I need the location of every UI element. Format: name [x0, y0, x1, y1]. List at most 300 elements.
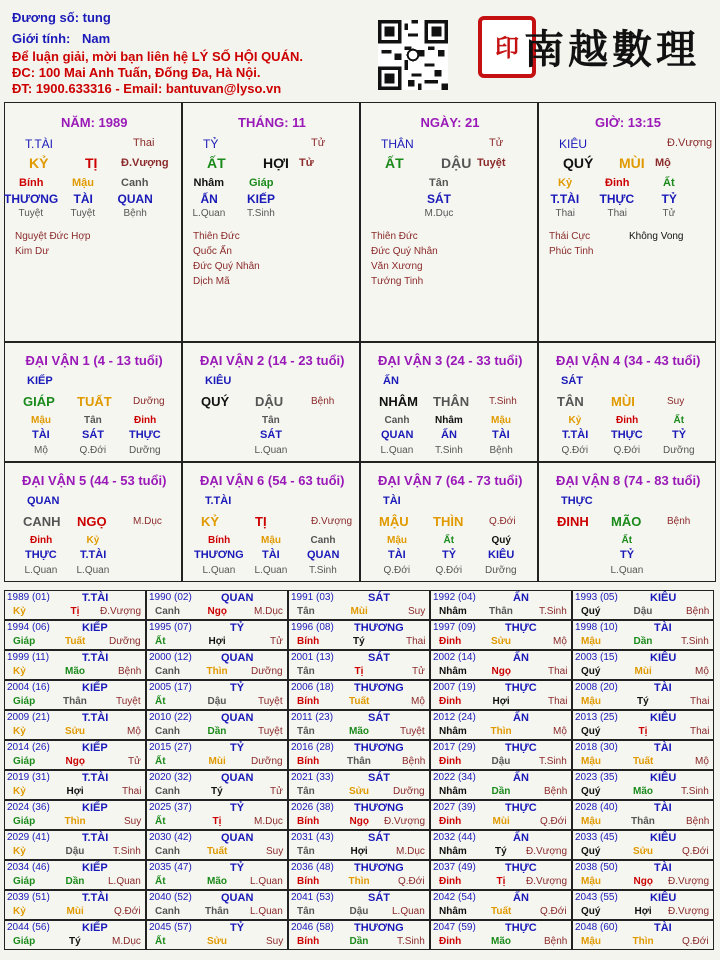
pillar-title: NĂM: 1989	[61, 115, 128, 130]
dai-van-stem: ĐINH	[557, 514, 589, 529]
year-branch: Sửu	[65, 726, 86, 737]
year-label: 2004 (16)	[7, 682, 50, 693]
dai-van-hidden-star: T.TÀI	[562, 429, 589, 441]
year-cell[interactable]	[4, 590, 146, 620]
dai-van-hidden-stem: Mậu	[387, 535, 407, 546]
year-star: TÀI	[654, 922, 672, 934]
year-star: KIẾP	[82, 922, 108, 934]
year-star: KIÊU	[650, 892, 677, 904]
year-cell[interactable]	[4, 920, 146, 950]
year-label: 2000 (12)	[149, 652, 192, 663]
year-stage: M.Dục	[396, 846, 425, 857]
year-cell[interactable]	[430, 860, 572, 890]
year-label: 2032 (44)	[433, 832, 476, 843]
year-star: SÁT	[368, 892, 390, 904]
year-label: 2029 (41)	[7, 832, 50, 843]
pillar-note: Thiên Đức	[371, 231, 418, 242]
year-branch: Dần	[349, 936, 369, 947]
year-stem: Mậu	[581, 696, 601, 707]
year-cell[interactable]	[288, 860, 430, 890]
dai-van-1	[4, 342, 182, 462]
dai-van-branch: MÙI	[611, 394, 635, 409]
year-branch: Mão	[349, 726, 369, 737]
dai-van-title: ĐẠI VẬN 6 (54 - 63 tuổi)	[200, 473, 345, 488]
year-branch: Sửu	[207, 936, 228, 947]
year-cell[interactable]	[572, 710, 714, 740]
year-cell[interactable]	[572, 650, 714, 680]
dai-van-7	[360, 462, 538, 582]
dai-van-hidden-star: TÀI	[388, 549, 406, 561]
dai-van-hidden-stem: Ất	[621, 535, 633, 546]
dai-van-hidden-star: QUAN	[307, 549, 340, 561]
dai-van-hidden-star: TỶ	[620, 549, 635, 561]
dai-van-hidden-stage: L.Quan	[202, 565, 236, 576]
dai-van-stage: Bệnh	[667, 516, 691, 527]
year-branch: Thân	[205, 906, 229, 917]
year-cell[interactable]	[430, 680, 572, 710]
year-stem: Ất	[155, 876, 166, 887]
year-branch: Tý	[637, 696, 649, 707]
year-star: KIÊU	[650, 832, 677, 844]
year-label: 2012 (24)	[433, 712, 476, 723]
year-star: TỶ	[230, 922, 245, 934]
year-branch: Tý	[211, 786, 223, 797]
year-cell[interactable]	[4, 830, 146, 860]
year-branch: Tuất	[491, 906, 512, 917]
pillar-stage-top: Tử	[489, 137, 504, 149]
dai-van-hidden-star: QUAN	[381, 429, 414, 441]
dai-van-3	[360, 342, 538, 462]
dai-van-hidden-star: TÀI	[262, 549, 280, 561]
year-branch: Mùi	[634, 666, 652, 677]
year-stem: Mậu	[581, 636, 601, 647]
dai-van-branch: NGỌ	[77, 514, 107, 529]
year-cell[interactable]	[4, 770, 146, 800]
hidden-stem: Giáp	[249, 177, 274, 189]
year-stem: Tân	[297, 666, 315, 677]
dai-van-hidden-star: THỰC	[129, 429, 161, 441]
year-star: THỰC	[505, 922, 537, 934]
year-branch: Dậu	[633, 606, 653, 617]
year-cell[interactable]	[430, 650, 572, 680]
contact-line: Để luận giải, mời bạn liên hệ LÝ SỐ HỘI QUÁN.	[12, 49, 303, 64]
year-star: ẤN	[513, 712, 529, 724]
dai-van-hidden-stage: Mộ	[34, 445, 48, 456]
dai-van-hidden-stage: Q.Đới	[613, 445, 641, 456]
dai-van-8	[538, 462, 716, 582]
year-branch: Ngọ	[491, 666, 511, 677]
address-line: ĐC: 100 Mai Anh Tuấn, Đống Đa, Hà Nội.	[12, 65, 261, 80]
dai-van-branch: MÃO	[611, 514, 642, 529]
dai-van-title: ĐẠI VẬN 4 (34 - 43 tuổi)	[556, 353, 701, 368]
year-stage: Tử	[128, 756, 141, 767]
year-branch: Thân	[489, 606, 513, 617]
dai-van-5	[4, 462, 182, 582]
year-star: KIẾP	[82, 742, 108, 754]
dai-van-hidden-stage: L.Quan	[254, 445, 288, 456]
year-stem: Giáp	[13, 876, 36, 887]
year-stem: Tân	[297, 786, 315, 797]
hidden-stem-star: ẤN	[200, 192, 218, 206]
year-label: 1992 (04)	[433, 592, 476, 603]
year-branch: Ngọ	[349, 816, 369, 827]
year-stem: Tân	[297, 846, 315, 857]
year-cell[interactable]	[146, 650, 288, 680]
year-stage: Bệnh	[544, 936, 568, 947]
year-branch: Thân	[63, 696, 87, 707]
year-cell[interactable]	[4, 860, 146, 890]
pillar-stem-star: KIÊU	[559, 137, 588, 151]
year-stage: Q.Đới	[398, 876, 425, 887]
dai-van-hidden-stage: L.Quan	[24, 565, 58, 576]
year-cell[interactable]	[430, 620, 572, 650]
dai-van-star: SÁT	[561, 375, 583, 387]
year-branch: Thìn	[206, 666, 228, 677]
year-cell[interactable]	[146, 680, 288, 710]
dai-van-branch: TUẤT	[77, 394, 112, 409]
year-cell[interactable]	[4, 800, 146, 830]
dai-van-title: ĐẠI VẬN 5 (44 - 53 tuổi)	[22, 473, 167, 488]
year-stage: Đ.Vượng	[526, 876, 568, 887]
year-label: 2024 (36)	[7, 802, 50, 813]
year-label: 2046 (58)	[291, 922, 334, 933]
dai-van-hidden-star: ẤN	[441, 429, 457, 441]
year-branch: Mão	[633, 786, 653, 797]
year-label: 2048 (60)	[575, 922, 618, 933]
year-branch: Tý	[353, 636, 365, 647]
year-stage: Đ.Vượng	[384, 816, 426, 827]
dai-van-hidden-star: KIÊU	[488, 549, 515, 561]
dai-van-hidden-stem: Tân	[84, 415, 102, 426]
year-branch: Dần	[491, 786, 511, 797]
year-stem: Quý	[581, 846, 601, 857]
year-branch: Sửu	[491, 636, 512, 647]
year-label: 2027 (39)	[433, 802, 476, 813]
year-label: 2001 (13)	[291, 652, 334, 663]
dai-van-stage: Q.Đới	[489, 516, 516, 527]
dai-van-stem: CANH	[23, 514, 61, 529]
year-cell[interactable]	[4, 740, 146, 770]
year-stem: Kỷ	[13, 846, 26, 857]
year-label: 1997 (09)	[433, 622, 476, 633]
year-branch: Dậu	[65, 846, 85, 857]
year-star: TÀI	[654, 622, 672, 634]
year-cell[interactable]	[288, 680, 430, 710]
year-stage: L.Quan	[108, 876, 141, 887]
year-cell[interactable]	[288, 740, 430, 770]
year-branch: Hợi	[492, 696, 510, 707]
year-label: 2042 (54)	[433, 892, 476, 903]
year-stem: Kỷ	[13, 786, 26, 797]
year-cell[interactable]	[146, 740, 288, 770]
hidden-stem-stage: L.Quan	[192, 208, 226, 219]
year-stem: Bính	[297, 696, 320, 707]
year-stage: Tử	[270, 786, 283, 797]
pillar-title: THÁNG: 11	[238, 115, 306, 130]
year-branch: Mùi	[66, 906, 84, 917]
year-stage: Tử	[270, 636, 283, 647]
year-cell[interactable]	[4, 680, 146, 710]
year-label: 2039 (51)	[7, 892, 50, 903]
year-stem: Đinh	[439, 876, 462, 887]
year-stem: Mậu	[581, 816, 601, 827]
year-stage: M.Dục	[254, 606, 283, 617]
year-label: 2006 (18)	[291, 682, 334, 693]
year-cell[interactable]	[572, 740, 714, 770]
year-star: KIÊU	[650, 592, 677, 604]
year-label: 2005 (17)	[149, 682, 192, 693]
year-stem: Quý	[581, 606, 601, 617]
year-star: T.TÀI	[82, 652, 109, 664]
year-branch: Ngọ	[65, 756, 85, 767]
dai-van-hidden-stage: Q.Đới	[435, 565, 463, 576]
year-star: TỶ	[230, 742, 245, 754]
pillar-note: Quốc Ấn	[193, 246, 232, 257]
year-star: TỶ	[230, 862, 245, 874]
pillar-note: Tướng Tinh	[371, 276, 424, 287]
hidden-stem-star: T.TÀI	[550, 192, 580, 206]
year-star: THƯƠNG	[354, 922, 404, 934]
year-cell[interactable]	[146, 860, 288, 890]
year-stage: Suy	[408, 606, 426, 617]
year-label: 2025 (37)	[149, 802, 192, 813]
year-branch: Dậu	[207, 696, 227, 707]
year-stem: Đinh	[439, 936, 462, 947]
year-star: TÀI	[654, 802, 672, 814]
year-cell[interactable]	[572, 770, 714, 800]
phone-email-line: ĐT: 1900.633316 - Email: bantuvan@lyso.vn	[12, 81, 282, 96]
hidden-stem-stage: Tuyệt	[70, 208, 96, 219]
dai-van-hidden-stem: Bính	[208, 535, 231, 546]
year-branch: Tý	[69, 936, 81, 947]
pillar-1	[4, 102, 182, 342]
year-stage: Đ.Vượng	[100, 606, 142, 617]
year-cell[interactable]	[146, 830, 288, 860]
year-stem: Nhâm	[439, 906, 467, 917]
dai-van-stem: QUÝ	[201, 394, 230, 409]
dai-van-hidden-stem: Ất	[673, 415, 685, 426]
year-star: SÁT	[368, 652, 390, 664]
year-stage: Mộ	[127, 726, 141, 737]
dai-van-hidden-stage: T.Sinh	[309, 565, 337, 576]
year-label: 2044 (56)	[7, 922, 50, 933]
year-cell[interactable]	[430, 710, 572, 740]
hidden-stem: Ất	[663, 177, 675, 189]
year-star: THỰC	[505, 862, 537, 874]
year-branch: Thân	[347, 756, 371, 767]
year-stage: M.Dục	[112, 936, 141, 947]
year-cell[interactable]	[4, 710, 146, 740]
year-cell[interactable]	[572, 800, 714, 830]
year-star: T.TÀI	[82, 772, 109, 784]
year-cell[interactable]	[430, 740, 572, 770]
year-stem: Kỷ	[13, 666, 26, 677]
year-label: 2002 (14)	[433, 652, 476, 663]
year-branch: Ngọ	[633, 876, 653, 887]
year-cell[interactable]	[146, 800, 288, 830]
year-cell[interactable]	[572, 590, 714, 620]
hidden-stem-stage: T.Sinh	[247, 208, 275, 219]
year-stem: Tân	[297, 726, 315, 737]
qr-code[interactable]	[378, 20, 448, 90]
year-branch: Mùi	[492, 816, 510, 827]
year-stem: Quý	[581, 726, 601, 737]
year-stem: Nhâm	[439, 846, 467, 857]
year-cell[interactable]	[288, 770, 430, 800]
dai-van-hidden-star: TỶ	[442, 549, 457, 561]
year-label: 2037 (49)	[433, 862, 476, 873]
year-cell[interactable]	[288, 920, 430, 950]
year-branch: Dần	[65, 876, 85, 887]
year-cell[interactable]	[572, 830, 714, 860]
pillar-note: Đức Quý Nhân	[371, 246, 438, 257]
pillar-stem-star: THÂN	[381, 137, 414, 151]
year-stage: Bệnh	[402, 756, 426, 767]
pillar-branch: MÙI	[619, 155, 645, 171]
year-star: SÁT	[368, 832, 390, 844]
year-label: 2008 (20)	[575, 682, 618, 693]
year-stage: Đ.Vượng	[668, 876, 710, 887]
year-label: 2033 (45)	[575, 832, 618, 843]
hidden-stem-stage: M.Dục	[424, 208, 454, 219]
year-star: KIẾP	[82, 802, 108, 814]
year-stage: Mộ	[695, 666, 709, 677]
year-star: THỰC	[505, 802, 537, 814]
pillar-stem: QUÝ	[563, 155, 594, 171]
year-cell[interactable]	[430, 800, 572, 830]
pillar-stage-top: Thai	[133, 137, 155, 149]
year-star: TÀI	[654, 682, 672, 694]
dai-van-hidden-star: T.TÀI	[80, 549, 107, 561]
year-branch: Dần	[207, 726, 227, 737]
year-cell[interactable]	[288, 590, 430, 620]
year-cell[interactable]	[146, 920, 288, 950]
year-stage: T.Sinh	[681, 636, 709, 647]
hidden-stem-stage: Tuyệt	[18, 208, 44, 219]
dai-van-hidden-stem: Kỷ	[568, 415, 582, 426]
dai-van-stem: TÂN	[557, 394, 584, 409]
year-label: 2017 (29)	[433, 742, 476, 753]
year-star: KIẾP	[82, 682, 108, 694]
year-cell[interactable]	[288, 620, 430, 650]
year-cell[interactable]	[146, 770, 288, 800]
gender	[12, 31, 110, 46]
year-star: TỶ	[230, 622, 245, 634]
year-label: 2031 (43)	[291, 832, 334, 843]
hidden-stem: Tân	[429, 177, 449, 189]
year-star: QUAN	[221, 772, 254, 784]
year-stem: Bính	[297, 876, 320, 887]
year-cell[interactable]	[572, 920, 714, 950]
year-label: 2013 (25)	[575, 712, 618, 723]
year-stem: Nhâm	[439, 606, 467, 617]
year-stage: T.Sinh	[397, 936, 425, 947]
year-cell[interactable]	[430, 890, 572, 920]
year-stem: Đinh	[439, 816, 462, 827]
year-cell[interactable]	[288, 710, 430, 740]
year-cell[interactable]	[4, 620, 146, 650]
dai-van-hidden-stem: Canh	[384, 415, 410, 426]
year-label: 2014 (26)	[7, 742, 50, 753]
year-stem: Ất	[155, 636, 166, 647]
year-branch: Tị	[212, 816, 222, 827]
dai-van-hidden-star: SÁT	[82, 429, 104, 441]
year-label: 2015 (27)	[149, 742, 192, 753]
year-label: 2047 (59)	[433, 922, 476, 933]
year-cell[interactable]	[146, 710, 288, 740]
year-stem: Giáp	[13, 696, 36, 707]
dai-van-hidden-stage: Bệnh	[489, 445, 513, 456]
year-star: KIÊU	[650, 652, 677, 664]
year-stem: Canh	[155, 786, 180, 797]
gender-label: Giới tính:	[12, 31, 71, 46]
year-cell[interactable]	[572, 620, 714, 650]
year-cell[interactable]	[4, 650, 146, 680]
year-cell[interactable]	[430, 920, 572, 950]
year-cell[interactable]	[4, 890, 146, 920]
dai-van-hidden-stage: Q.Đới	[79, 445, 107, 456]
year-stem: Ất	[155, 936, 166, 947]
year-branch: Dậu	[491, 756, 511, 767]
year-label: 1989 (01)	[7, 592, 50, 603]
dai-van-hidden-stage: L.Quan	[610, 565, 644, 576]
year-stage: T.Sinh	[681, 786, 709, 797]
dai-van-title: ĐẠI VẬN 3 (24 - 33 tuổi)	[378, 353, 523, 368]
year-label: 2016 (28)	[291, 742, 334, 753]
dai-van-star: ẤN	[383, 375, 399, 387]
pillar-note: Phúc Tinh	[549, 246, 594, 257]
pillar-stem: ẤT	[385, 155, 404, 171]
dai-van-hidden-star: TÀI	[32, 429, 50, 441]
year-label: 2043 (55)	[575, 892, 618, 903]
year-star: ẤN	[513, 592, 529, 604]
pillar-4	[538, 102, 716, 342]
dai-van-hidden-stem: Mậu	[31, 415, 51, 426]
year-cell[interactable]	[288, 650, 430, 680]
pillar-2	[182, 102, 360, 342]
year-cell[interactable]	[288, 800, 430, 830]
year-cell[interactable]	[430, 830, 572, 860]
dai-van-hidden-stem: Quý	[491, 535, 511, 546]
hidden-stem-star: TỶ	[661, 192, 677, 206]
pillar-stem: KỶ	[29, 155, 49, 171]
year-cell[interactable]	[146, 890, 288, 920]
year-cell[interactable]	[430, 770, 572, 800]
dai-van-star: T.TÀI	[205, 495, 232, 507]
year-star: THỰC	[505, 622, 537, 634]
year-cell[interactable]	[288, 890, 430, 920]
year-cell[interactable]	[146, 590, 288, 620]
year-stage: Mộ	[695, 756, 709, 767]
year-stem: Mậu	[581, 756, 601, 767]
year-branch: Dần	[633, 636, 653, 647]
year-cell[interactable]	[572, 860, 714, 890]
year-cell[interactable]	[572, 890, 714, 920]
pillar-note: Dịch Mã	[193, 276, 230, 287]
year-stage: L.Quan	[250, 876, 283, 887]
year-cell[interactable]	[572, 680, 714, 710]
year-cell[interactable]	[146, 620, 288, 650]
dai-van-title: ĐẠI VẬN 8 (74 - 83 tuổi)	[556, 473, 701, 488]
dai-van-hidden-stage: Q.Đới	[561, 445, 589, 456]
year-stem: Canh	[155, 726, 180, 737]
year-cell[interactable]	[430, 590, 572, 620]
year-stage: Tử	[412, 666, 425, 677]
year-cell[interactable]	[288, 830, 430, 860]
dai-van-hidden-stem: Canh	[310, 535, 336, 546]
year-stem: Đinh	[439, 636, 462, 647]
year-star: SÁT	[368, 772, 390, 784]
